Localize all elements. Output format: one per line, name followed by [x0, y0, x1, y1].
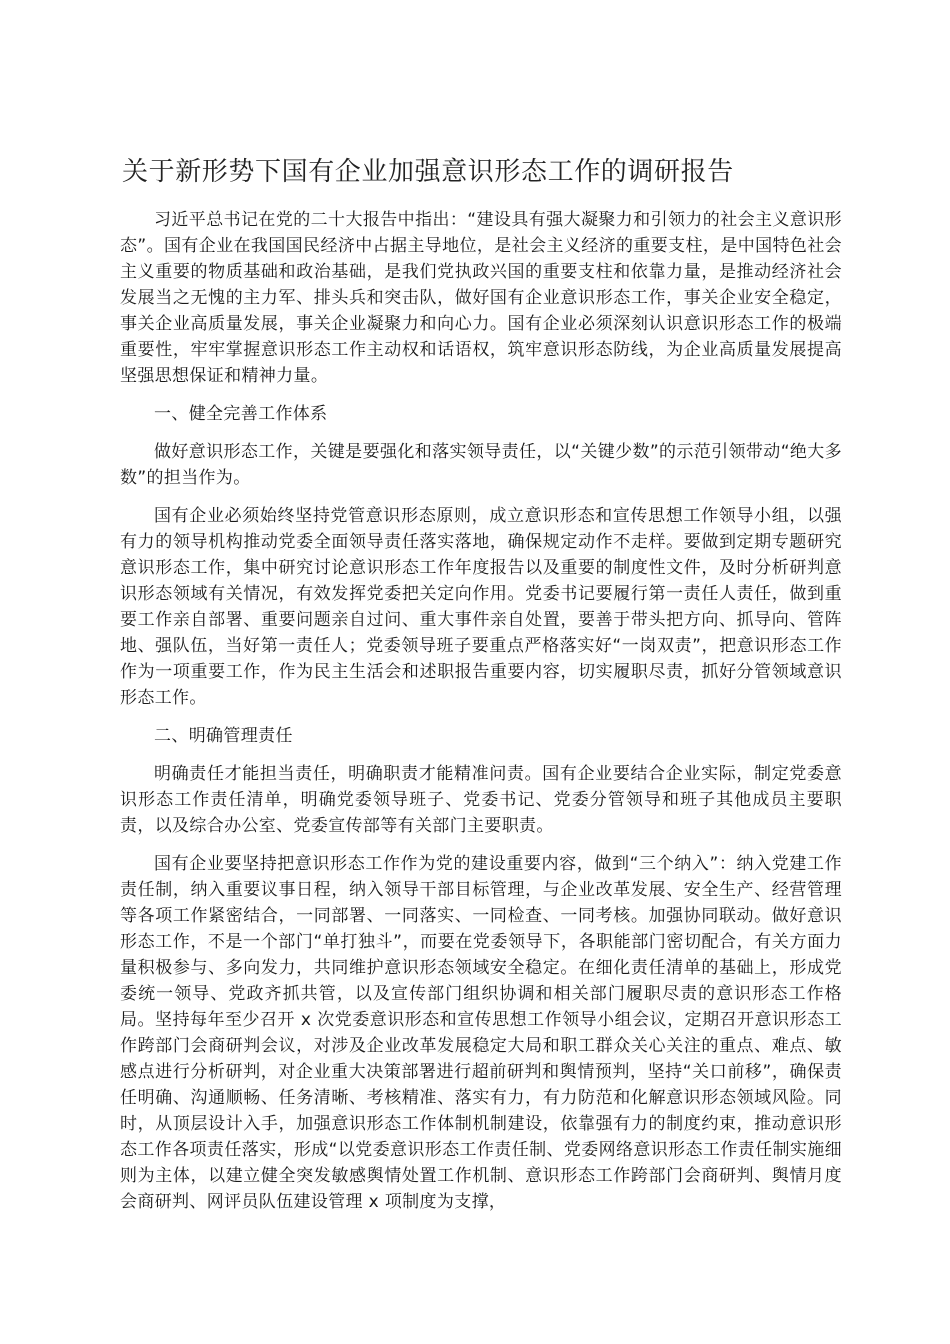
- section-1-heading: 一、健全完善工作体系: [154, 404, 328, 424]
- section-1-paragraph-2: 国有企业必须始终坚持党管意识形态原则，成立意识形态和宣传思想工作领导小组，以强有力的领导机构推动党委全面领导责任落实落地，确保规定动作不走样。要做到定期专题研究意识形态工作，集中研究讨论意识形态工作年度报告以及重要的制度性文件，及时分析研判意识形态领域有关情况，有效发挥党委把关定向作用。党委书记要履行第一责任人责任，做到重要工作亲自部署、重要问题亲自过问、重大事件亲自处置，要善于带头把方向、抓导向、管阵地、强队伍，当好第一责任人；党委领导班子要重点严格落实好“一岗双责”，把意识形态工作作为一项重要工作，作为民主生活会和述职报告重要内容，切实履职尽责，抓好分管领域意识形态工作。: [120, 506, 842, 708]
- section-2-paragraph-1: 明确责任才能担当责任，明确职责才能精准问责。国有企业要结合企业实际，制定党委意识形态工作责任清单，明确党委领导班子、党委书记、党委分管领导和班子其他成员主要职责，以及综合办公室、党委宣传部等有关部门主要职责。: [120, 764, 842, 836]
- document-body: [120, 207, 842, 1227]
- document-title: 关于新形势下国有企业加强意识形态工作的调研报告: [122, 157, 734, 187]
- section-1-paragraph-1: 做好意识形态工作，关键是要强化和落实领导责任，以“关键少数”的示范引领带动“绝大多数”的担当作为。: [120, 442, 842, 488]
- section-2-heading: 二、明确管理责任: [154, 726, 293, 746]
- intro-paragraph: 习近平总书记在党的二十大报告中指出：“建设具有强大凝聚力和引领力的社会主义意识形态”。国有企业在我国国民经济中占据主导地位，是社会主义经济的重要支柱，是中国特色社会主义重要的物质基础和政治基础，是我们党执政兴国的重要支柱和依靠力量，是推动经济社会发展当之无愧的主力军、排头兵和突击队，做好国有企业意识形态工作，事关企业安全稳定，事关企业高质量发展，事关企业凝聚力和向心力。国有企业必须深刻认识意识形态工作的极端重要性，牢牢掌握意识形态工作主动权和话语权，筑牢意识形态防线，为企业高质量发展提高坚强思想保证和精神力量。: [120, 210, 842, 386]
- section-2-paragraph-2: 国有企业要坚持把意识形态工作作为党的建设重要内容，做到“三个纳入”：纳入党建工作责任制，纳入重要议事日程，纳入领导干部目标管理，与企业改革发展、安全生产、经营管理等各项工作紧密结合，一同部署、一同落实、一同检查、一同考核。加强协同联动。做好意识形态工作，不是一个部门“单打独斗”，而要在党委领导下，各职能部门密切配合，有关方面力量积极参与、多向发力，共同维护意识形态领域安全稳定。在细化责任清单的基础上，形成党委统一领导、党政齐抓共管，以及宣传部门组织协调和相关部门履职尽责的意识形态工作格局。坚持每年至少召开 x 次党委意识形态和宣传思想工作领导小组会议，定期召开意识形态工作跨部门会商研判会议，对涉及企业改革发展稳定大局和职工群众关心关注的重点、难点、敏感点进行分析研判，对企业重大决策部署进行超前研判和舆情预判，坚持“关口前移”，确保责任明确、沟通顺畅、任务清晰、考核精准、落实有力，有力防范和化解意识形态领域风险。同时，从顶层设计入手，加强意识形态工作体制机制建设，依靠强有力的制度约束，推动意识形态工作各项责任落实，形成“以党委意识形态工作责任制、党委网络意识形态工作责任制实施细则为主体，以建立健全突发敏感舆情处置工作机制、意识形态工作跨部门会商研判、舆情月度会商研判、网评员队伍建设管理 x 项制度为支撑，: [120, 854, 842, 1212]
